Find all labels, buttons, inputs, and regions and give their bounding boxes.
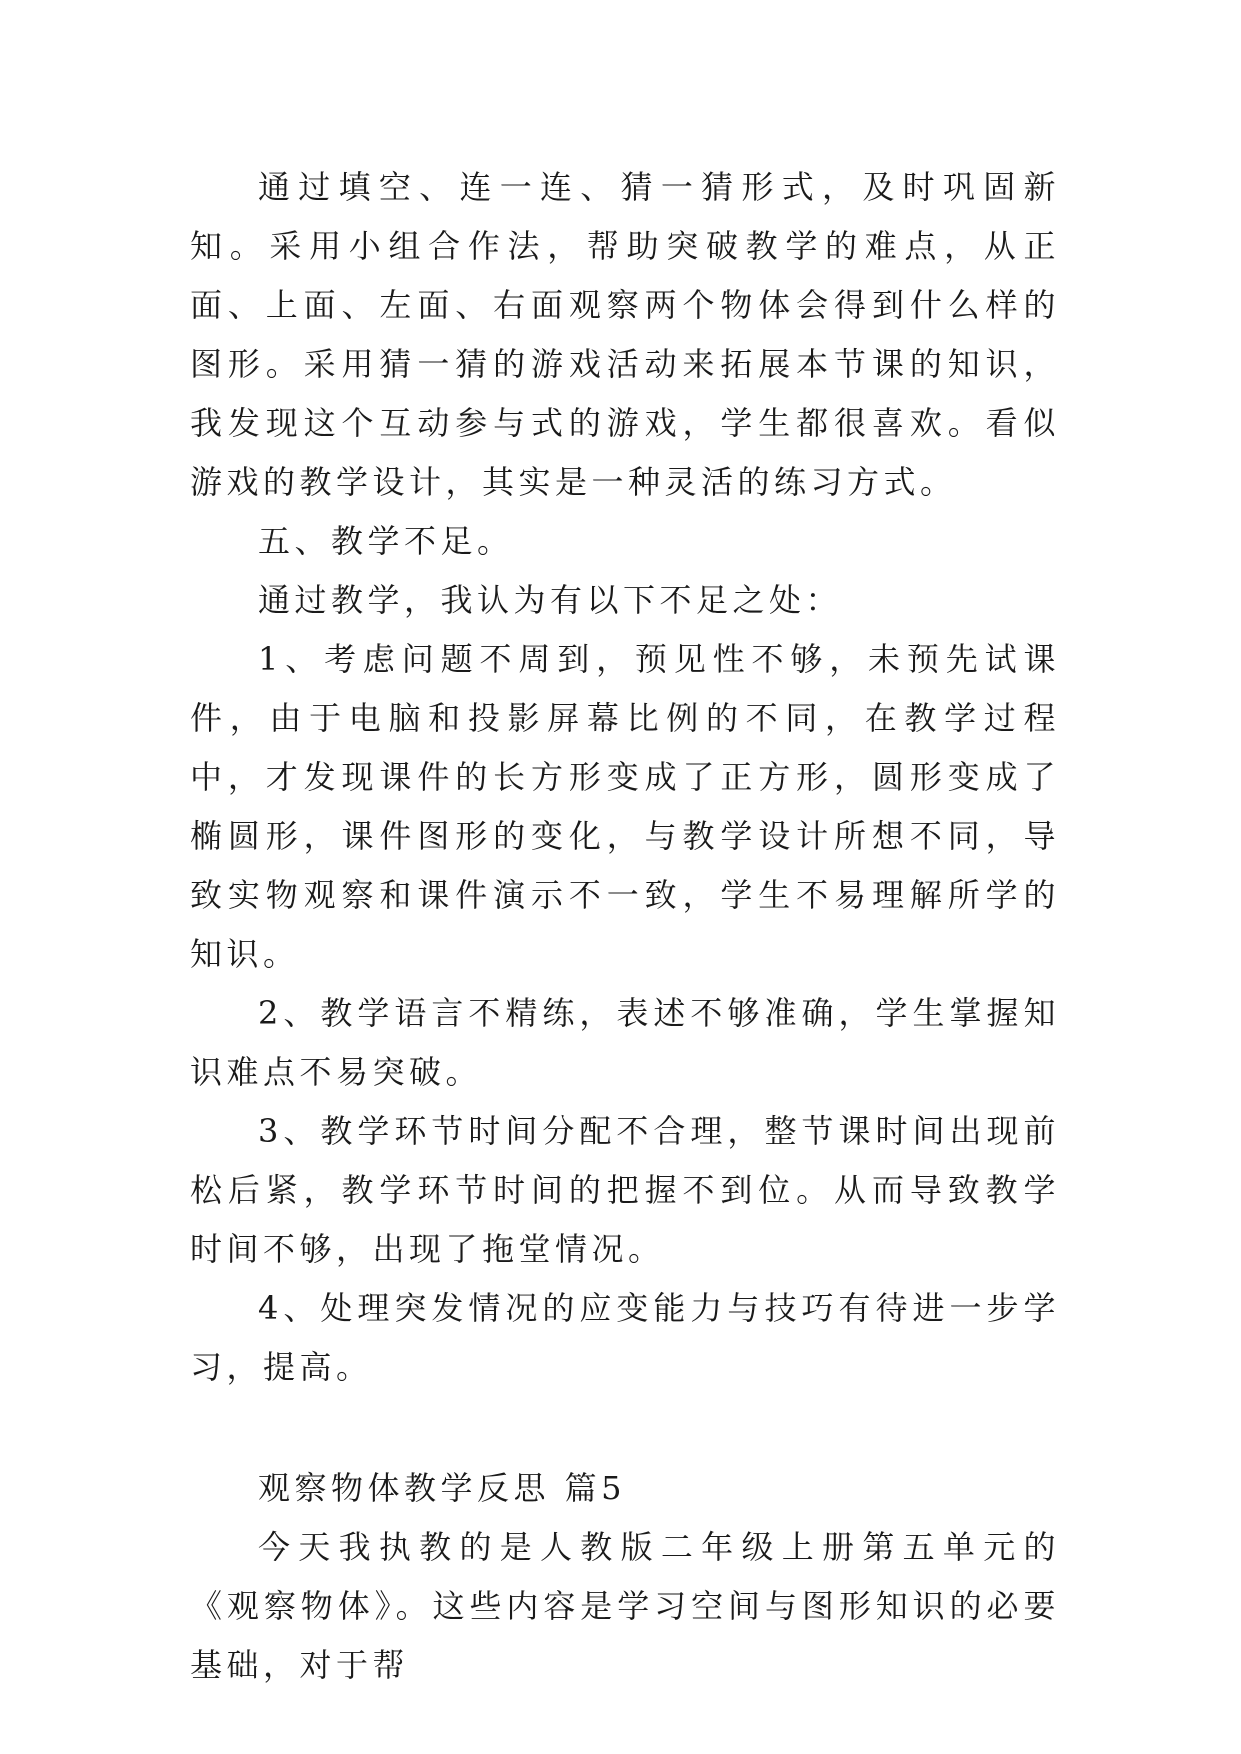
paragraph-shortcomings-intro: 通过教学，我认为有以下不足之处： [258,581,843,619]
section-spacer [190,1397,1060,1459]
paragraph-shortcoming-2: 2、教学语言不精练，表述不够准确，学生掌握知识难点不易突破。 [190,994,1060,1091]
paragraph-shortcoming-3: 3、教学环节时间分配不合理，整节课时间出现前松后紧，教学环节时间的把握不到位。从而导致教学时间不够，出现了拖堂情况。 [190,1112,1060,1268]
paragraph-shortcoming-4: 4、处理突发情况的应变能力与技巧有待进一步学习，提高。 [190,1289,1060,1386]
paragraph-shortcoming-1: 1、考虑问题不周到，预见性不够，未预先试课件，由于电脑和投影屏幕比例的不同，在教学过程中，才发现课件的长方形变成了正方形，圆形变成了椭圆形，课件图形的变化，与教学设计所想不同，导致实物观察和课件演示不一致，学生不易理解所学的知识。 [190,640,1060,973]
heading-teaching-shortcomings: 五、教学不足。 [258,522,514,560]
paragraph-game-practice: 通过填空、连一连、猜一猜形式，及时巩固新知。采用小组合作法，帮助突破教学的难点，从正面、上面、左面、右面观察两个物体会得到什么样的图形。采用猜一猜的游戏活动来拓展本节课的知识，我发现这个互动参与式的游戏，学生都很喜欢。看似游戏的教学设计，其实是一种灵活的练习方式。 [190,168,1060,501]
paragraph-lesson-intro: 今天我执教的是人教版二年级上册第五单元的《观察物体》。这些内容是学习空间与图形知识的必要基础，对于帮 [190,1528,1060,1684]
section-heading: 观察物体教学反思 篇5 [258,1469,627,1507]
document-body [190,158,1060,1695]
